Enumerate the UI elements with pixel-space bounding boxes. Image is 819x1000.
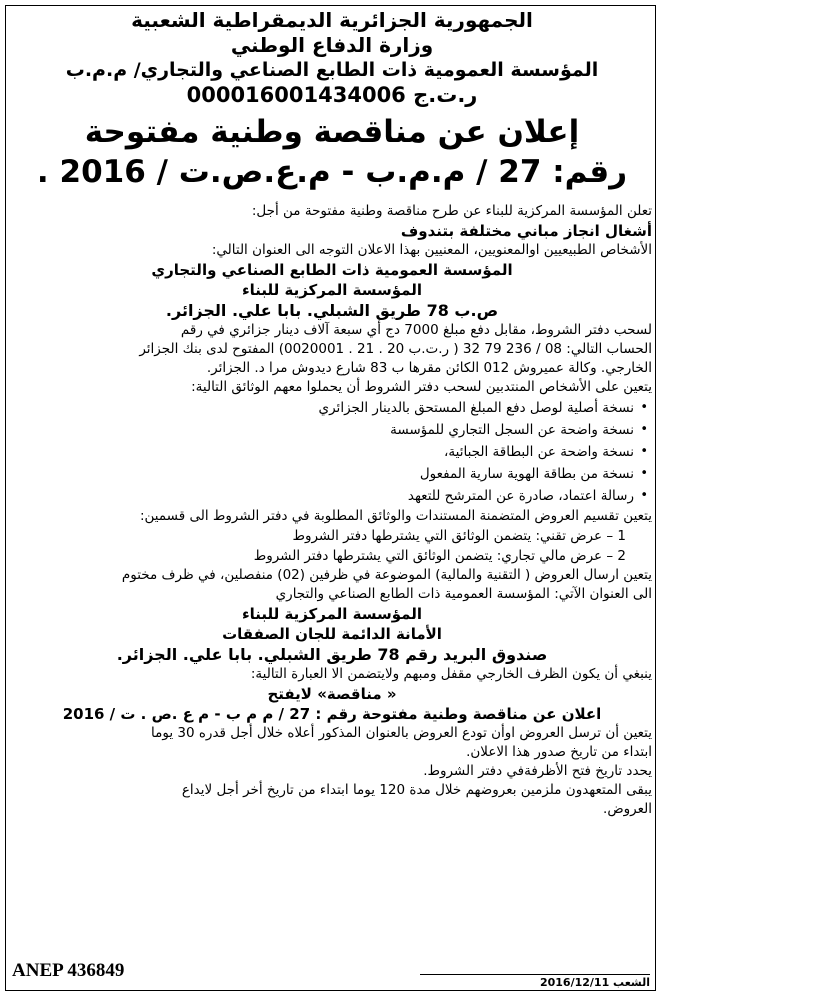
list-item: • نسخة واضحة عن السجل التجاري للمؤسسة — [12, 419, 634, 441]
do-not-open: « مناقصة» لايفتح — [267, 685, 397, 703]
list-item: • نسخة أصلية لوصل دفع المبلغ المستحق بالدينار الجزائري — [12, 397, 634, 419]
address1-line3: ص.ب 78 طريق الشبلي. بابا علي. الجزائر. — [165, 301, 499, 320]
documents-intro: يتعين على الأشخاص المنتدبين لسحب دفتر الشروط أن يحملوا معهم الوثائق التالية: — [191, 379, 652, 395]
envelope-reference: اعلان عن مناقصة وطنية مفتوحة رقم : 27 / م م ب - م ع .ص . ت / 2016 — [62, 705, 602, 723]
deadline-line2: ابتداء من تاريخ صدور هذا الاعلان. — [466, 744, 652, 760]
address1-line2: المؤسسة المركزية للبناء — [241, 281, 423, 299]
address2-line2: الأمانة الدائمة للجان الصفقات — [222, 625, 442, 643]
registry-number: ر.ت.ج 000016001434006 — [186, 83, 478, 107]
bullet-icon: • — [640, 422, 648, 437]
institution-header: المؤسسة العمومية ذات الطابع الصناعي والتجاري/ م.م.ب — [65, 59, 599, 81]
tender-notice — [12, 8, 652, 819]
split-intro: يتعين تقسيم العروض المتضمنة المستندات والوثائق المطلوبة في دفتر الشروط الى قسمين: — [139, 508, 652, 524]
documents-list — [12, 397, 652, 507]
bullet-icon: • — [640, 466, 648, 481]
validity-line1: يبقى المتعهدون ملزمين بعروضهم خلال مدة 120 يوما ابتداء من تاريخ أخر أجل لايداع — [181, 782, 652, 798]
anep-number: ANEP 436849 — [12, 960, 125, 981]
notice-reference: رقم: 27 / م.م.ب - م.ع.ص.ت / 2016 . — [36, 154, 628, 190]
withdraw-line1: لسحب دفتر الشروط، مقابل دفع مبلغ 7000 دج أي سبعة آلاف دينار جزائري في رقم — [180, 322, 652, 338]
footer-divider — [420, 974, 650, 975]
validity-line2: العروض. — [603, 801, 652, 817]
notice-title: إعلان عن مناقصة وطنية مفتوحة — [84, 114, 580, 150]
bullet-icon: • — [640, 400, 648, 415]
ministry-header: وزارة الدفاع الوطني — [230, 33, 434, 57]
list-item: • رسالة اعتماد، صادرة عن المترشح للتعهد — [12, 485, 634, 507]
deadline-line1: يتعين أن ترسل العروض اوأن تودع العروض بالعنوان المذكور أعلاه خلال أجل قدره 30 يوما — [151, 725, 652, 741]
list-item: • نسخة من بطاقة الهوية سارية المفعول — [12, 463, 634, 485]
newspaper-date: الشعب 2016/12/11 — [539, 976, 650, 989]
financial-offer: 2 – عرض مالي تجاري: يتضمن الوثائق التي يشترطها دفتر الشروط — [253, 548, 626, 564]
address2-line1: المؤسسة المركزية للبناء — [241, 605, 423, 623]
persons-text: الأشخاص الطبيعيين اوالمعنويين، المعنيين بهذا الاعلان التوجه الى العنوان التالي: — [211, 242, 652, 258]
address1-line1: المؤسسة العمومية ذات الطابع الصناعي والتجاري — [151, 261, 513, 279]
withdraw-line2: الحساب التالي: 08 / 236 79 32 ( ر.ت.ب 20 . 21 . 0020001) المفتوح لدى بنك الجزائر — [139, 341, 652, 357]
technical-offer: 1 – عرض تقني: يتضمن الوثائق التي يشترطها دفتر الشروط — [292, 528, 626, 544]
tender-object: أشغال انجاز مباني مختلفة بتندوف — [400, 222, 652, 240]
republic-header: الجمهورية الجزائرية الديمقراطية الشعبية — [131, 8, 533, 32]
send-line2: الى العنوان الآتي: المؤسسة العمومية ذات الطابع الصناعي والتجاري — [275, 586, 652, 602]
send-line1: يتعين ارسال العروض ( التقنية والمالية) الموضوعة في ظرفين (02) منفصلين، في ظرف مختوم — [121, 567, 652, 583]
opening-text: يحدد تاريخ فتح الأظرفةفي دفتر الشروط. — [423, 763, 652, 779]
envelope-text: ينبغي أن يكون الظرف الخارجي مقفل ومبهم ولايتضمن الا العبارة التالية: — [250, 666, 652, 682]
list-item: • نسخة واضحة عن البطاقة الجبائية، — [12, 441, 634, 463]
bullet-icon: • — [640, 444, 648, 459]
bullet-icon: • — [640, 488, 648, 503]
address2-line3: صندوق البريد رقم 78 طريق الشبلي. بابا علي. الجزائر. — [116, 645, 548, 664]
withdraw-line3: الخارجي. وكالة عميروش 012 الكائن مقرها ب 83 شارع ديدوش مرا د. الجزائر. — [206, 360, 652, 376]
intro-text: تعلن المؤسسة المركزية للبناء عن طرح مناقصة وطنية مفتوحة من أجل: — [251, 203, 652, 219]
